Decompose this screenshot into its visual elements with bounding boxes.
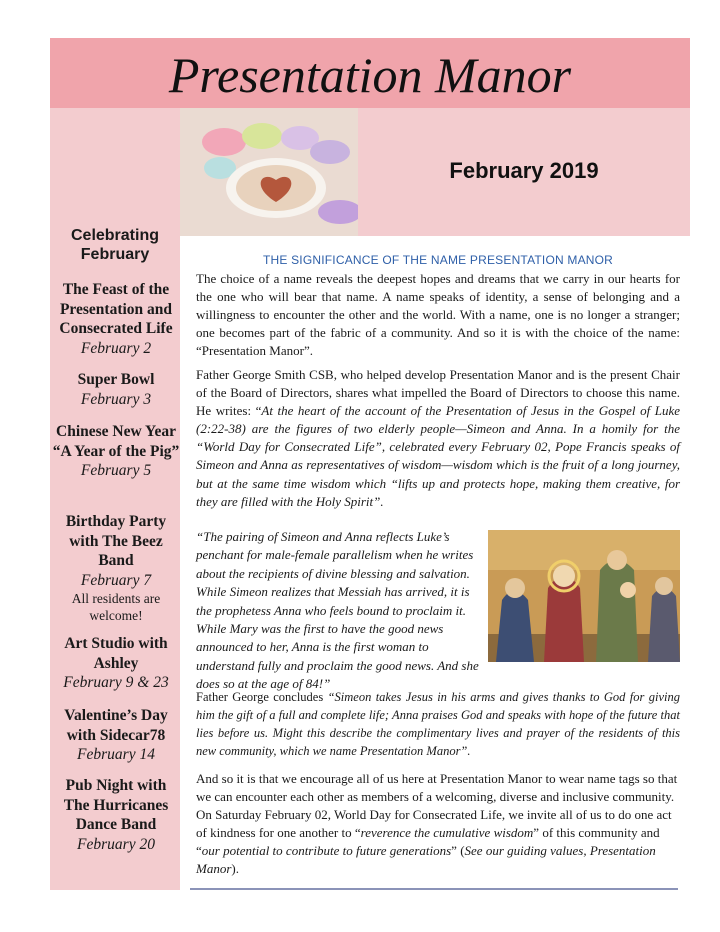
event-valentines-day	[52, 706, 180, 765]
bottom-rule	[190, 888, 678, 890]
event-date: February 3	[80, 390, 152, 408]
presentation-painting-illustration	[488, 530, 680, 662]
event-name: The Feast of the Presentation and Consecrated Life	[59, 281, 173, 337]
event-date: February 9 & 23	[63, 674, 169, 691]
sidebar-heading-line2: February	[80, 246, 150, 263]
event-note: All residents are welcome!	[71, 591, 161, 623]
event-date: February 5	[80, 462, 152, 479]
paragraph-4-italic-2: our potential to contribute to future generations	[201, 843, 452, 859]
paragraph-3-quote: “Simeon takes Jesus in his arms and gives thanks to God for giving him the gift of a full and complete life; Anna praises God and speaks with hope of the future that lies before us. Might this describe the complimentary lives and prayer of the residents of this new community, which we name Presentation Manor”.	[196, 690, 680, 758]
article-paragraph-4	[196, 770, 680, 879]
paragraph-2-lead: Father George Smith CSB, who helped develop Presentation Manor and is the present Chair of the Board of Directors, shares what impelled the Board of Directors to choose this name. He writes: “	[196, 367, 680, 419]
event-date: February 2	[80, 339, 152, 357]
paragraph-4-italic-3: See our guiding values, Presentation Manor	[196, 843, 656, 877]
sidebar-heading-line1: Celebrating	[70, 227, 159, 244]
event-chinese-new-year	[52, 422, 180, 481]
event-pub-night	[52, 776, 180, 854]
event-date: February 14	[77, 746, 155, 763]
article-title: THE SIGNIFICANCE OF THE NAME PRESENTATION MANOR	[262, 253, 614, 267]
paragraph-4-italic-1: reverence the cumulative wisdom	[360, 825, 534, 841]
paragraph-4-part-a: And so it is that we encourage all of us here at Presentation Manor to wear name tags so that we can encounter each other as members of a welcoming, diverse and inclusive community. On Saturday February 02, World Day for Consecrated Life, we invite all of us to do one act of kindness for one another to “	[196, 771, 678, 841]
event-name: Birthday Party with The Beez Band	[65, 513, 167, 569]
event-name: Art Studio with Ashley	[64, 635, 168, 672]
event-birthday-party	[52, 512, 180, 624]
macarons-coffee-illustration	[180, 108, 358, 236]
event-date: February 20	[77, 835, 155, 853]
event-name: Chinese New Year “A Year of the Pig”	[52, 423, 180, 460]
paragraph-4-part-d: ).	[231, 861, 239, 877]
event-name: Valentine’s Day with Sidecar78	[64, 707, 168, 744]
macarons-coffee-photo	[180, 108, 358, 236]
paragraph-2-quote: At the heart of the account of the Presentation of Jesus in the Gospel of Luke (2:22-38) are the figures of two elderly people—Simeon and Anna. In a homily for the “World Day for Consecrated Life”, celebrated every February 02, Pope Francis speaks of Simeon and Anna as representatives of wisdom—wisdom which is the fruit of a long journey, but at the same time wisdom which “lifts up and protects hope, making them creative, for they are filled with the Holy Spirit”.	[196, 403, 680, 509]
paragraph-4-part-c: ” (	[451, 843, 465, 859]
event-name: Pub Night with The Hurricanes Dance Band	[63, 777, 169, 833]
issue-date: February 2019	[449, 158, 599, 183]
newsletter-title: Presentation Manor	[168, 47, 572, 103]
article-pull-quote: “The pairing of Simeon and Anna reflects Luke’s penchant for male-female parallelism when he writes about the recipients of divine blessing and salvation. While Simeon realizes that Messiah has arrived, it is the prophetess Anna who feels bound to proclaim it. While Mary was the first to have the good news announced to her, Anna is the first woman to understand fully and proclaim the good news. And she does so at the age of 84!”	[196, 529, 479, 692]
paragraph-4-part-b: ” of this community and “	[196, 825, 660, 859]
event-date: February 7	[80, 571, 152, 589]
event-name: Super Bowl	[77, 371, 155, 388]
article-paragraph-2	[196, 366, 680, 511]
article-paragraph-1: The choice of a name reveals the deepest hopes and dreams that we carry in our hearts for the one who will bear that name. A name speaks of identity, a sense of belonging and a willingness to encounter the other and the world. With a name, one is no longer a stranger; one becomes part of the fabric of a community. And so it is with the choice of the name: “Presentation Manor”.	[196, 271, 680, 359]
event-super-bowl	[52, 370, 180, 409]
presentation-painting	[488, 530, 680, 662]
article-paragraph-3	[196, 688, 680, 760]
sidebar-heading	[50, 226, 180, 264]
paragraph-3-lead: Father George concludes	[196, 690, 328, 704]
event-feast	[52, 280, 180, 358]
event-art-studio	[52, 634, 180, 693]
